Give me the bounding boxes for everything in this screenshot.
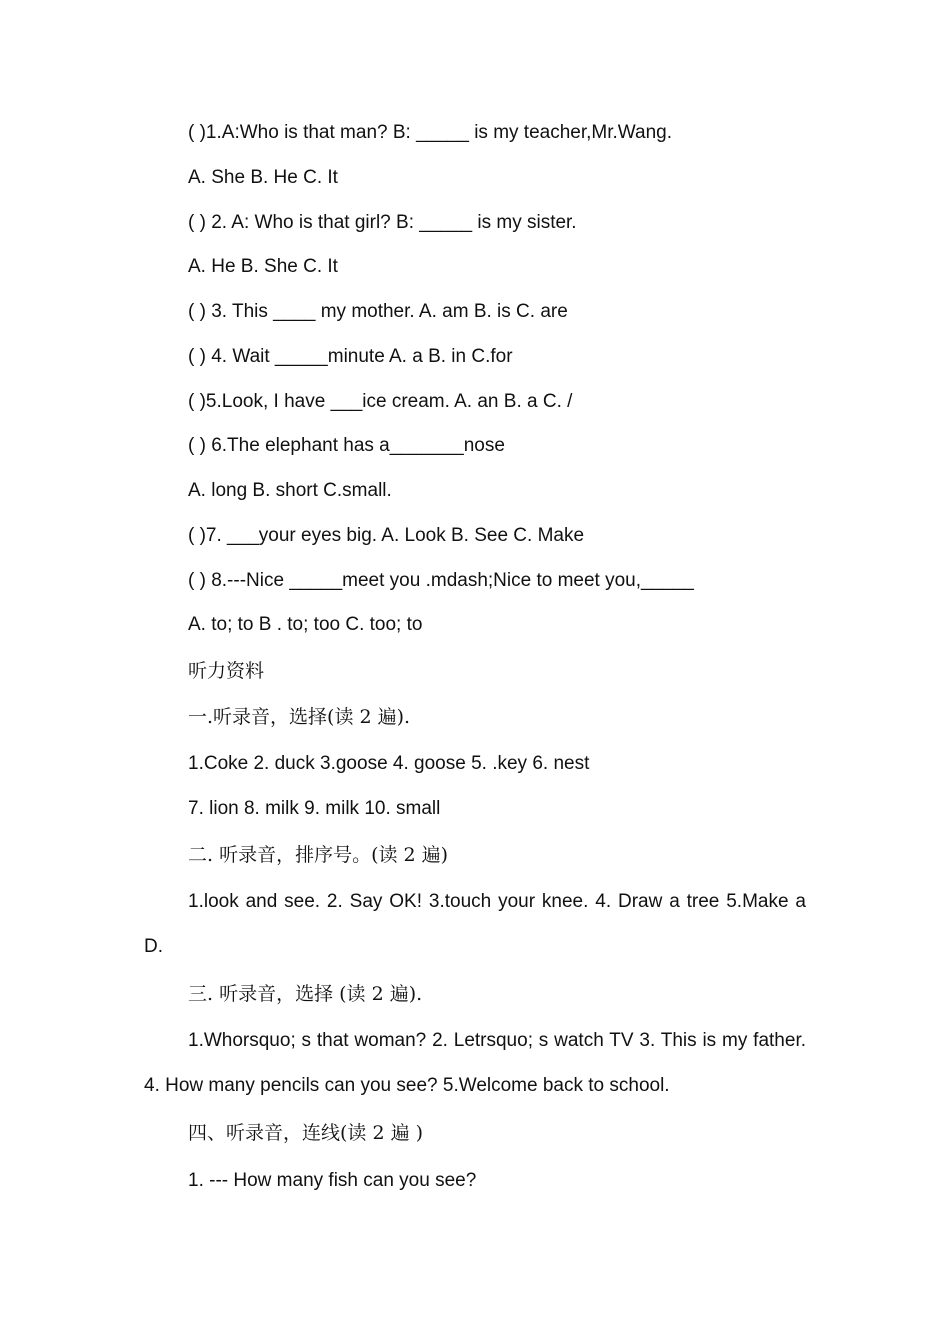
section-3-text: 1.Whorsquo; s that woman? 2. Letrsquo; s watch TV 3. This is my father. 4. How many pencils can you see? 5.Welcome back to school. [144,1030,806,1096]
question-6-options: A. long B. short C.small. [188,480,392,501]
question-8: ( ) 8.---Nice _____meet you .mdash;Nice to meet you,_____ [188,570,694,591]
listening-heading: 听力资料 [188,660,265,682]
section-1-line-2: 7. lion 8. milk 9. milk 10. small [188,798,441,819]
question-3: ( ) 3. This ____ my mother. A. am B. is C. are [188,301,568,322]
question-7: ( )7. ___your eyes big. A. Look B. See C. Make [188,525,585,546]
question-1-options: A. She B. He C. It [188,167,338,188]
section-3-heading: 三. 听录音，选择 (读 2 遍). [188,983,423,1005]
question-6: ( ) 6.The elephant has a_______nose [188,435,505,456]
section-4-line-1: 1. --- How many fish can you see? [188,1170,477,1191]
section-1-heading: 一.听录音，选择(读 2 遍). [188,706,411,728]
section-4-heading: 四、听录音，连线(读 2 遍 ) [188,1122,424,1144]
question-4: ( ) 4. Wait _____minute A. a B. in C.for [188,346,513,367]
question-2: ( ) 2. A: Who is that girl? B: _____ is my sister. [188,212,577,233]
section-2-heading: 二. 听录音，排序号。(读 2 遍) [188,844,449,866]
question-2-options: A. He B. She C. It [188,256,338,277]
section-1-line-1: 1.Coke 2. duck 3.goose 4. goose 5. .key 6. nest [188,753,590,774]
question-8-options: A. to; to B . to; too C. too; to [188,614,423,635]
question-5: ( )5.Look, I have ___ice cream. A. an B. a C. / [188,391,573,412]
section-2-text: 1.look and see. 2. Say OK! 3.touch your knee. 4. Draw a tree 5.Make a D. [144,891,806,957]
question-1: ( )1.A:Who is that man? B: _____ is my teacher,Mr.Wang. [188,122,672,143]
